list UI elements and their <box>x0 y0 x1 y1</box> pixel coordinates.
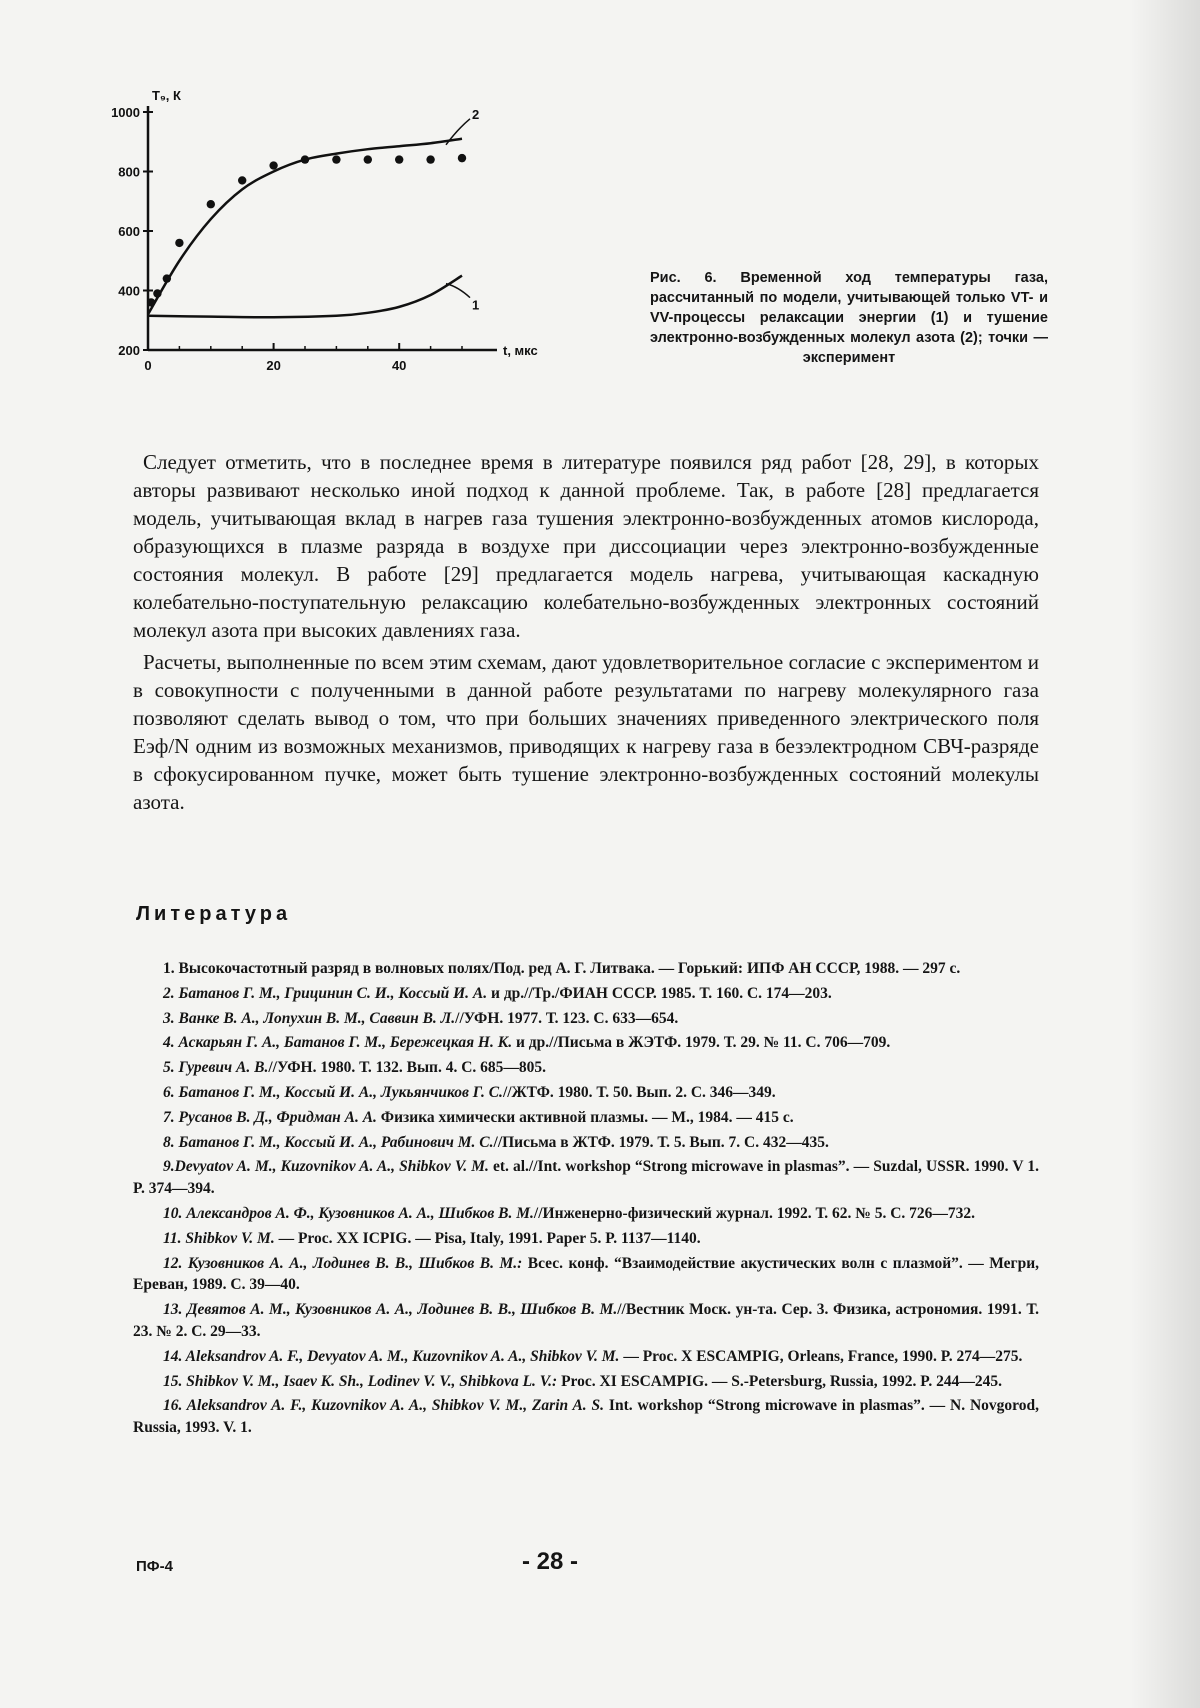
reference-item <box>133 1156 1039 1200</box>
data-point <box>364 155 372 163</box>
reference-item <box>133 1082 1039 1104</box>
x-axis-label: t, мкс <box>503 343 538 358</box>
reference-text: и др.//Тр./ФИАН СССР. 1985. Т. 160. С. 174—203. <box>487 984 832 1002</box>
data-point <box>147 298 155 306</box>
body-text <box>133 448 1039 816</box>
y-tick-label: 1000 <box>111 105 140 120</box>
data-point <box>238 176 246 184</box>
x-tick-label: 0 <box>144 358 152 373</box>
reference-text: //Вестник Моск. ун-та. Сер. 3. Физика, астрономия. 1991. Т. 23. № 2. С. 29—33. <box>133 1301 1039 1340</box>
reference-item <box>133 1346 1039 1368</box>
reference-item <box>133 1008 1039 1030</box>
paragraph-2: Расчеты, выполненные по всем этим схемам, дают удовлетворительное согласие с экспериментом и в совокупности с полученными в данной работе результатами по нагреву молекулярного газа позволяют сделать вывод о том, что при больших значениях приведенного электрического поля Eэф/N одним из возможных механизмов, приводящих к нагреву газа в безэлектродном СВЧ-разряде в сфокусированном пучке, может быть тушение электронно-возбужденных состояний молекулы азота. <box>133 650 1039 814</box>
reference-item <box>133 1395 1039 1439</box>
reference-authors: 9.Devyatov A. M., Kuzovnikov A. A., Shibkov V. M. <box>163 1158 489 1176</box>
reference-authors: 13. Девятов А. М., Кузовников А. А., Лодинев В. В., Шибков В. М. <box>163 1301 618 1319</box>
reference-item <box>133 1132 1039 1154</box>
reference-item <box>133 1203 1039 1225</box>
reference-text: и др.//Письма в ЖЭТФ. 1979. Т. 29. № 11. С. 706—709. <box>512 1034 891 1052</box>
reference-item <box>133 1228 1039 1250</box>
y-tick-label: 800 <box>118 164 140 180</box>
reference-authors: 11. Shibkov V. M. <box>163 1229 275 1247</box>
data-point <box>301 155 309 163</box>
reference-text: //ЖТФ. 1980. Т. 50. Вып. 2. С. 346—349. <box>502 1083 776 1101</box>
temperature-chart <box>105 80 625 420</box>
data-point <box>426 155 434 163</box>
y-axis-label: T₉, К <box>152 88 181 103</box>
reference-text: Всес. конф. “Взаимодействие акустических волн с плазмой”. — Мегри, Ереван, 1989. С. 39—40. <box>133 1254 1039 1294</box>
reference-text: — Proc. X ESCAMPIG, Orleans, France, 1990. P. 274—275. <box>619 1347 1023 1365</box>
series-line-2 <box>148 139 462 315</box>
series-label-leader <box>446 284 470 298</box>
reference-authors: 6. Батанов Г. М., Коссый И. А., Лукьянчиков Г. С. <box>163 1083 503 1101</box>
reference-item <box>133 1299 1039 1343</box>
reference-authors: 10. Александров А. Ф., Кузовников А. А., Шибков В. М. <box>163 1204 534 1222</box>
reference-item <box>133 1057 1039 1079</box>
reference-authors: 14. Aleksandrov A. F., Devyatov A. M., Kuzovnikov A. A., Shibkov V. M. <box>163 1347 620 1365</box>
reference-authors: 3. Ванке В. А., Лопухин В. М., Саввин В. Л. <box>163 1009 456 1027</box>
reference-text: et. al.//Int. workshop “Strong microwave in plasmas”. — Suzdal, USSR. 1990. V 1. P. 374—394. <box>133 1158 1039 1198</box>
reference-authors: 16. Aleksandrov A. F., Kuzovnikov A. A., Shibkov V. M., Zarin A. S. <box>163 1397 605 1415</box>
data-point <box>395 155 403 163</box>
series-label-leader <box>446 119 470 145</box>
x-tick-label: 40 <box>391 358 407 373</box>
footer-code: ПФ-4 <box>136 1558 173 1575</box>
reference-text: Физика химически активной плазмы. — М., 1984. — 415 с. <box>376 1108 794 1126</box>
y-tick-label: 200 <box>118 343 140 358</box>
series-line-1 <box>148 276 462 318</box>
reference-text: //Письма в ЖТФ. 1979. Т. 5. Вып. 7. С. 432—435. <box>493 1133 829 1151</box>
reference-authors: 2. Батанов Г. М., Грицинин С. И., Коссый И. А. <box>163 984 488 1002</box>
page-number: - 28 - <box>522 1548 579 1575</box>
reference-item <box>133 983 1039 1005</box>
data-point <box>163 274 171 282</box>
reference-authors: 15. Shibkov V. M., Isaev K. Sh., Lodinev V. V., Shibkova L. V.: <box>163 1372 558 1390</box>
data-point <box>458 154 466 162</box>
reference-item <box>133 1253 1039 1297</box>
reference-item <box>133 1371 1039 1393</box>
reference-text: 1. Высокочастотный разряд в волновых полях/Под. ред А. Г. Литвака. — Горький: ИПФ АН СССР, 1988. — 297 с. <box>163 960 961 977</box>
reference-item <box>133 958 1039 980</box>
reference-authors: 7. Русанов В. Д., Фридман А. А. <box>163 1108 377 1126</box>
reference-item <box>133 1107 1039 1129</box>
series-label: 1 <box>472 297 480 313</box>
y-tick-label: 400 <box>118 283 140 299</box>
reference-item <box>133 1032 1039 1054</box>
data-point <box>332 155 340 163</box>
x-tick-label: 20 <box>266 358 281 373</box>
y-tick-label: 600 <box>118 224 140 239</box>
data-point <box>269 161 277 169</box>
scan-edge-shadow <box>1130 0 1200 1708</box>
data-point <box>207 200 215 208</box>
reference-text: //Инженерно-физический журнал. 1992. Т. 62. № 5. С. 726—732. <box>533 1204 976 1222</box>
figure-caption: Рис. 6. Временной ход температуры газа, рассчитанный по модели, учитывающей только VT- и VV-процессы релаксации энергии (1) и тушение электронно-возбужденных молекул азота (2); точки — эксперимент <box>650 270 1048 366</box>
reference-authors: 5. Гуревич А. В. <box>163 1059 269 1077</box>
references-heading: Литература <box>136 903 292 925</box>
data-point <box>175 239 183 247</box>
reference-text: Int. workshop “Strong microwave in plasmas”. — N. Novgorod, Russia, 1993. V. 1. <box>133 1397 1039 1437</box>
reference-authors: 4. Аскарьян Г. А., Батанов Г. М., Бережецкая Н. К. <box>163 1034 513 1052</box>
reference-text: Proc. XI ESCAMPIG. — S.-Petersburg, Russia, 1992. P. 244—245. <box>557 1372 1002 1390</box>
reference-authors: 8. Батанов Г. М., Коссый И. А., Рабинович М. С. <box>163 1133 494 1151</box>
paragraph-1: Следует отметить, что в последнее время в литературе появился ряд работ [28, 29], в которых авторы развивают несколько иной подход к данной проблеме. Так, в работе [28] предлагается модель, учитывающая вклад в нагрев газа тушения электронно-возбужденных атомов кислорода, образующихся в плазме разряда в воздухе при диссоциации через электронно-возбужденные состояния молекул. В работе [29] предлагается модель нагрева, учитывающая каскадную колебательно-поступательную релаксацию колебательно-возбужденных электронных состояний молекул азота при высоких давлениях газа. <box>133 450 1039 642</box>
reference-text: //УФН. 1977. Т. 123. С. 633—654. <box>455 1009 679 1027</box>
series-label: 2 <box>472 106 480 122</box>
reference-authors: 12. Кузовников А. А., Лодинев В. В., Шибков В. М.: <box>163 1254 523 1272</box>
reference-text: — Proc. XX ICPIG. — Pisa, Italy, 1991. Paper 5. P. 1137—1140. <box>274 1229 701 1247</box>
data-point <box>153 289 161 297</box>
references-list <box>133 958 1039 1442</box>
reference-text: //УФН. 1980. Т. 132. Вып. 4. С. 685—805. <box>268 1059 547 1077</box>
